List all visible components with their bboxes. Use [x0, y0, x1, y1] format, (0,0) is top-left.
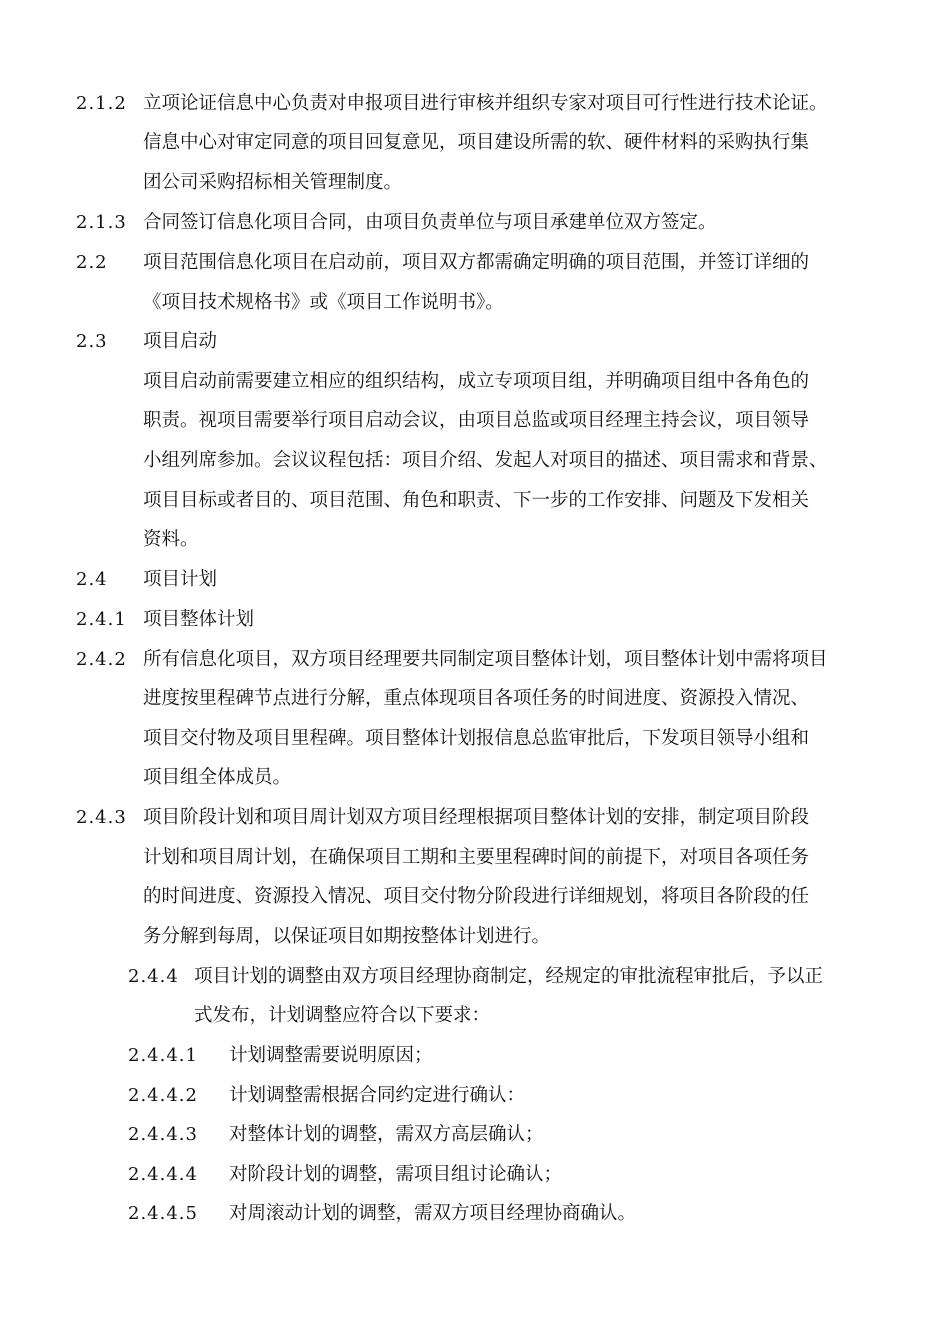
- section-number: 2.1.3: [76, 212, 127, 233]
- paragraph-line: 《项目技术规格书》或《项目工作说明书》。: [143, 292, 504, 313]
- section-number: 2.3: [76, 331, 108, 352]
- section-heading: 项目计划: [143, 569, 218, 590]
- paragraph-line: 职责。视项目需要举行项目启动会议，由项目总监或项目经理主持会议，项目领导: [143, 410, 810, 431]
- section-number: 2.4.4.1: [128, 1045, 198, 1066]
- list-item-text: 计划调整需根据合同约定进行确认：: [229, 1085, 526, 1106]
- section-number: 2.4.1: [76, 609, 127, 630]
- paragraph-line: 进度按里程碑节点进行分解，重点体现项目各项任务的时间进度、资源投入情况、: [143, 688, 810, 709]
- section-number: 2.4: [76, 569, 108, 590]
- paragraph-line: 所有信息化项目，双方项目经理要共同制定项目整体计划，项目整体计划中需将项目: [143, 649, 828, 670]
- paragraph-line: 项目目标或者目的、项目范围、角色和职责、下一步的工作安排、问题及下发相关: [143, 490, 810, 511]
- paragraph-line: 项目启动前需要建立相应的组织结构，成立专项项目组，并明确项目组中各角色的: [143, 371, 810, 392]
- section-heading: 项目整体计划: [143, 609, 255, 630]
- section-number: 2.4.4.4: [128, 1164, 198, 1185]
- section-number: 2.4.3: [76, 807, 127, 828]
- paragraph-line: 立项论证信息中心负责对申报项目进行审核并组织专家对项目可行性进行技术论证。: [143, 93, 828, 114]
- paragraph-line: 的时间进度、资源投入情况、项目交付物分阶段进行详细规划，将项目各阶段的任: [143, 886, 810, 907]
- paragraph-line: 资料。: [143, 529, 199, 550]
- list-item-text: 对周滚动计划的调整，需双方项目经理协商确认。: [229, 1203, 637, 1224]
- paragraph-line: 务分解到每周，以保证项目如期按整体计划进行。: [143, 926, 551, 947]
- list-item-text: 计划调整需要说明原因；: [229, 1045, 433, 1066]
- paragraph-line: 计划和项目周计划，在确保项目工期和主要里程碑时间的前提下，对项目各项任务: [143, 847, 810, 868]
- list-item-text: 对整体计划的调整，需双方高层确认；: [229, 1124, 544, 1145]
- section-number: 2.4.4: [128, 966, 179, 987]
- paragraph-line: 项目阶段计划和项目周计划双方项目经理根据项目整体计划的安排，制定项目阶段: [143, 807, 810, 828]
- paragraph-line: 信息中心对审定同意的项目回复意见，项目建设所需的软、硬件材料的采购执行集: [143, 132, 810, 153]
- section-number: 2.1.2: [76, 93, 127, 114]
- paragraph-line: 项目范围信息化项目在启动前，项目双方都需确定明确的项目范围，并签订详细的: [143, 252, 810, 273]
- paragraph-line: 式发布，计划调整应符合以下要求：: [194, 1005, 491, 1026]
- paragraph-line: 团公司采购招标相关管理制度。: [143, 172, 403, 193]
- paragraph-line: 项目交付物及项目里程碑。项目整体计划报信息总监审批后，下发项目领导小组和: [143, 728, 810, 749]
- list-item-text: 对阶段计划的调整，需项目组讨论确认；: [229, 1164, 563, 1185]
- section-number: 2.2: [76, 252, 108, 273]
- section-number: 2.4.4.3: [128, 1124, 198, 1145]
- section-number: 2.4.4.5: [128, 1203, 198, 1224]
- paragraph-line: 小组列席参加。会议议程包括：项目介绍、发起人对项目的描述、项目需求和背景、: [143, 450, 828, 471]
- paragraph-line: 项目计划的调整由双方项目经理协商制定，经规定的审批流程审批后，予以正: [194, 966, 824, 987]
- section-heading: 项目启动: [143, 331, 218, 352]
- paragraph-line: 项目组全体成员。: [143, 767, 292, 788]
- paragraph-line: 合同签订信息化项目合同，由项目负责单位与项目承建单位双方签定。: [143, 212, 717, 233]
- section-number: 2.4.4.2: [128, 1085, 198, 1106]
- section-number: 2.4.2: [76, 649, 127, 670]
